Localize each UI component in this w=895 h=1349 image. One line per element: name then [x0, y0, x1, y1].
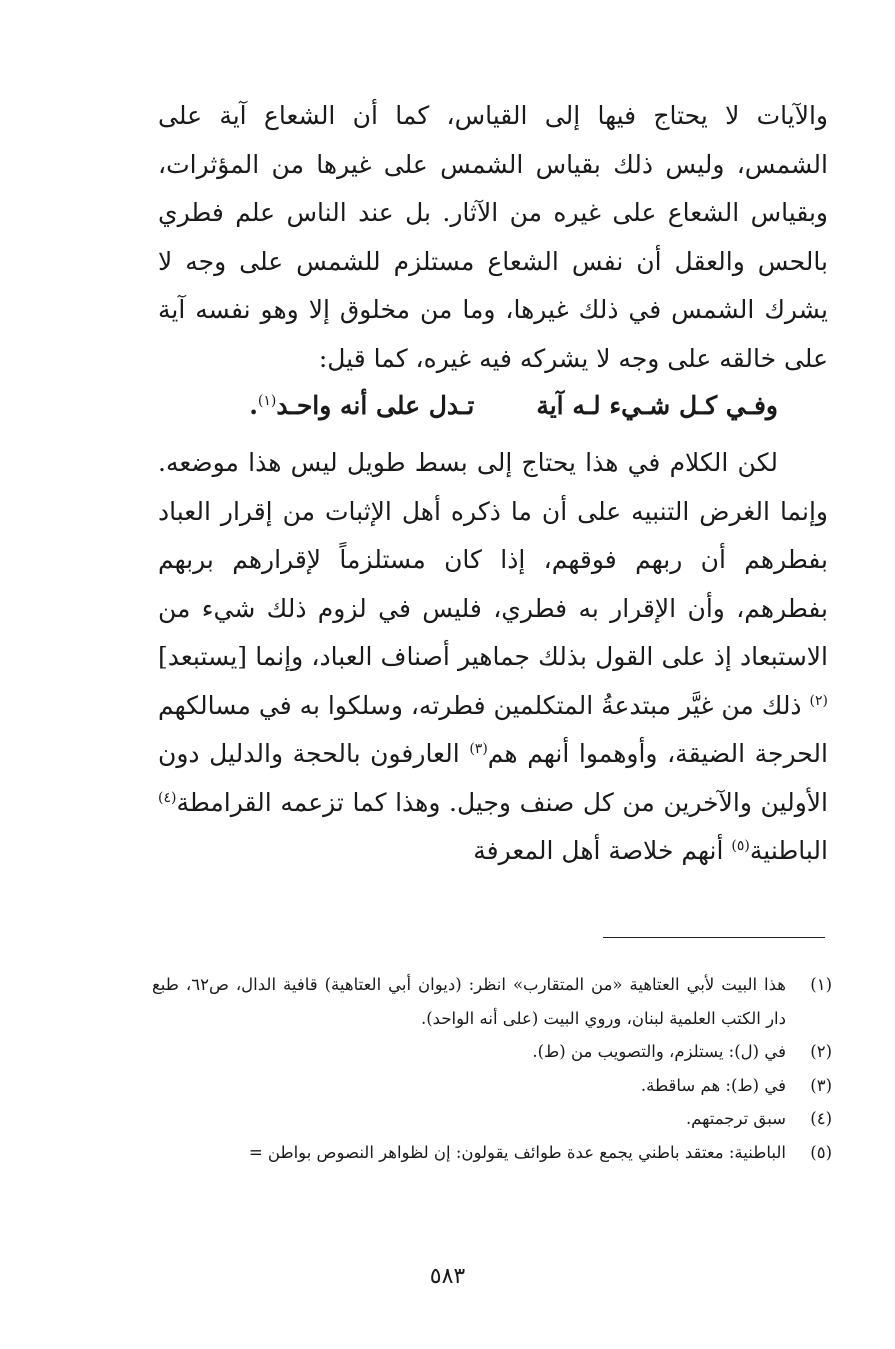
page-number: ٥٨٣ — [429, 1264, 466, 1289]
verse-hemistich-1: وفـي كـل شـيء لـه آية — [536, 391, 778, 420]
poetry-verse — [158, 383, 828, 439]
footnote-ref-4[interactable]: (٤) — [158, 789, 177, 806]
verse-hemistich-2-text: تـدل على أنه واحـد — [276, 391, 475, 420]
paragraph-2-part-1: لكن الكلام في هذا يحتاج إلى بسط طويل ليس هذا موضعه. وإنما الغرض التنبيه على أن ما ذكره أهل الإثبات من إقرار العباد بفطرهم أن ربهم فوقهم، إذا كان مستلزماً لإقرارهم بربهم بفطرهم، وأن الإقرار به فطري، فليس في لزوم ذلك شيء من الاستبعاد إذ على القول بذلك جماهير أصناف العباد، وإنما [يستبعد] — [158, 448, 828, 671]
paragraph-2 — [158, 439, 828, 876]
footnote-text: في (ط): هم ساقطة. — [640, 1075, 786, 1095]
footnote-number: (٤) — [810, 1109, 832, 1128]
footnote-item — [152, 1102, 832, 1136]
footnote-text: في (ل): يستلزم، والتصويب من (ط). — [532, 1042, 786, 1061]
footnote-item — [152, 1069, 832, 1103]
footnotes-section — [152, 968, 832, 1169]
paragraph-2-part-5: أنهم خلاصة أهل المعرفة — [473, 836, 732, 865]
footnote-text: هذا البيت لأبي العتاهية «من المتقارب» انظر: (ديوان أبي العتاهية) قافية الدال، ص٦٢، طبع دار الكتب العلمية لبنان، وروي البيت (على أنه الواحد). — [152, 975, 786, 1028]
footnote-number: (٣) — [810, 1075, 832, 1095]
footnote-number: (٥) — [810, 1142, 832, 1162]
footnote-item — [152, 968, 832, 1035]
footnote-ref-1[interactable]: (١) — [257, 393, 277, 409]
paragraph-2-part-4: الباطنية — [749, 836, 828, 865]
footnote-text: سبق ترجمتهم. — [685, 1109, 786, 1128]
paragraph-2-part-2: ذلك من غيَّر مبتدعةُ المتكلمين فطرته، وسلكوا به في مسالكهم الحرجة الضيقة، وأوهموا أنهم هم — [158, 690, 828, 768]
verse-hemistich-2 — [249, 383, 474, 439]
footnote-ref-5[interactable]: (٥) — [731, 838, 750, 854]
footnote-number: (٢) — [810, 1042, 832, 1061]
footnote-divider — [603, 937, 825, 938]
footnote-number: (١) — [810, 975, 832, 994]
paragraph-1: والآيات لا يحتاج فيها إلى القياس، كما أن الشعاع آية على الشمس، وليس ذلك بقياس الشمس على غيرها من المؤثرات، وبقياس الشعاع على غيره من الآثار. بل عند الناس علم فطري بالحس والعقل أن نفس الشعاع مستلزم للشمس على وجه لا يشرك الشمس في ذلك غيرها، وما من مخلوق إلا وهو نفسه آية على خالقه على وجه لا يشركه فيه غيره، كما قيل: — [158, 101, 828, 373]
footnote-ref-3[interactable]: (٣) — [469, 741, 488, 757]
footnote-item — [152, 1035, 832, 1069]
footnote-ref-2[interactable]: (٢) — [809, 692, 828, 709]
main-text — [158, 92, 828, 876]
paragraph-2-part-3: العارفون بالحجة والدليل دون الأولين والآخرين من كل صنف وجيل. وهذا كما تزعمه القرامطة — [158, 739, 828, 817]
footnote-item — [152, 1136, 832, 1170]
verse-end-mark: . — [249, 391, 258, 420]
footnote-text: الباطنية: معتقد باطني يجمع عدة طوائف يقولون: إن لظواهر النصوص بواطن = — [248, 1142, 786, 1162]
